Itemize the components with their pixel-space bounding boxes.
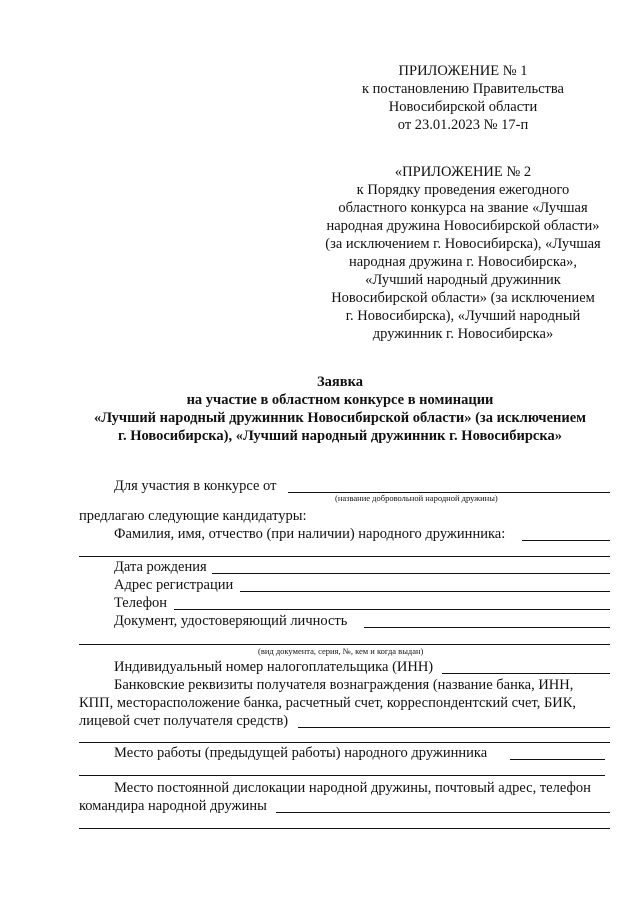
participation-label: Для участия в конкурсе от — [114, 478, 277, 494]
bank-text: лицевой счет получателя средств) — [79, 713, 289, 729]
document-title: Заявка — [317, 374, 363, 390]
fio-label: Фамилия, имя, отчество (при наличии) народного дружинника: — [114, 526, 506, 542]
appendix2-line: областного конкурса на звание «Лучшая — [338, 200, 588, 216]
inn-line[interactable] — [442, 673, 610, 674]
birth-line[interactable] — [212, 573, 610, 574]
location-line-2[interactable] — [79, 828, 610, 829]
location-line[interactable] — [276, 812, 610, 813]
appendix2-line: Новосибирской области» (за исключением — [331, 290, 595, 306]
work-label: Место работы (предыдущей работы) народного дружинника — [114, 745, 488, 761]
title-subline: «Лучший народный дружинник Новосибирской области» (за исключением — [93, 410, 587, 426]
work-line-2[interactable] — [79, 775, 605, 776]
appendix2-line: народная дружина г. Новосибирска», — [348, 254, 578, 270]
bank-line[interactable] — [298, 727, 610, 728]
birth-label: Дата рождения — [114, 559, 207, 575]
inn-label: Индивидуальный номер налогоплательщика (ИНН) — [114, 659, 434, 675]
appendix2-line: «ПРИЛОЖЕНИЕ № 2 — [394, 164, 532, 180]
document-hint: (вид документа, серия, №, кем и когда выдан) — [258, 646, 424, 656]
address-line[interactable] — [240, 591, 610, 592]
appendix1-line1: ПРИЛОЖЕНИЕ № 1 — [398, 63, 528, 79]
fio-line-2[interactable] — [79, 556, 610, 557]
address-label: Адрес регистрации — [114, 577, 234, 593]
title-subline: г. Новосибирска), «Лучший народный дружинник г. Новосибирска» — [118, 428, 562, 444]
appendix2-line: (за исключением г. Новосибирска), «Лучшая — [325, 236, 601, 252]
location-text: командира народной дружины — [79, 798, 267, 814]
appendix1-line3: Новосибирской области — [388, 99, 538, 115]
phone-line[interactable] — [174, 609, 610, 610]
document-line[interactable] — [364, 627, 610, 628]
location-text: Место постоянной дислокации народной дружины, почтовый адрес, телефон — [114, 780, 591, 796]
appendix1-line2: к постановлению Правительства — [362, 81, 564, 97]
phone-label: Телефон — [114, 595, 167, 611]
appendix2-line: «Лучший народный дружинник — [365, 272, 561, 288]
appendix2-line: к Порядку проведения ежегодного — [356, 182, 570, 198]
appendix1-line4: от 23.01.2023 № 17-п — [397, 117, 529, 133]
bank-text: Банковские реквизиты получателя вознаграждения (название банка, ИНН, — [114, 677, 574, 693]
work-line[interactable] — [510, 759, 605, 760]
bank-line-2[interactable] — [79, 742, 610, 743]
title-subline: на участие в областном конкурсе в номинации — [186, 392, 494, 408]
fio-line[interactable] — [522, 540, 610, 541]
appendix2-line: народная дружина Новосибирской области» — [326, 218, 600, 234]
propose-label: предлагаю следующие кандидатуры: — [79, 508, 307, 524]
document-label: Документ, удостоверяющий личность — [114, 613, 348, 629]
bank-text: КПП, месторасположение банка, расчетный счет, корреспондентский счет, БИК, — [79, 695, 577, 711]
appendix2-line: г. Новосибирска), «Лучший народный — [345, 308, 581, 324]
druzhina-hint: (название добровольной народной дружины) — [335, 493, 498, 503]
appendix2-line: дружинник г. Новосибирска» — [372, 326, 554, 342]
document-line-2[interactable] — [79, 644, 610, 645]
